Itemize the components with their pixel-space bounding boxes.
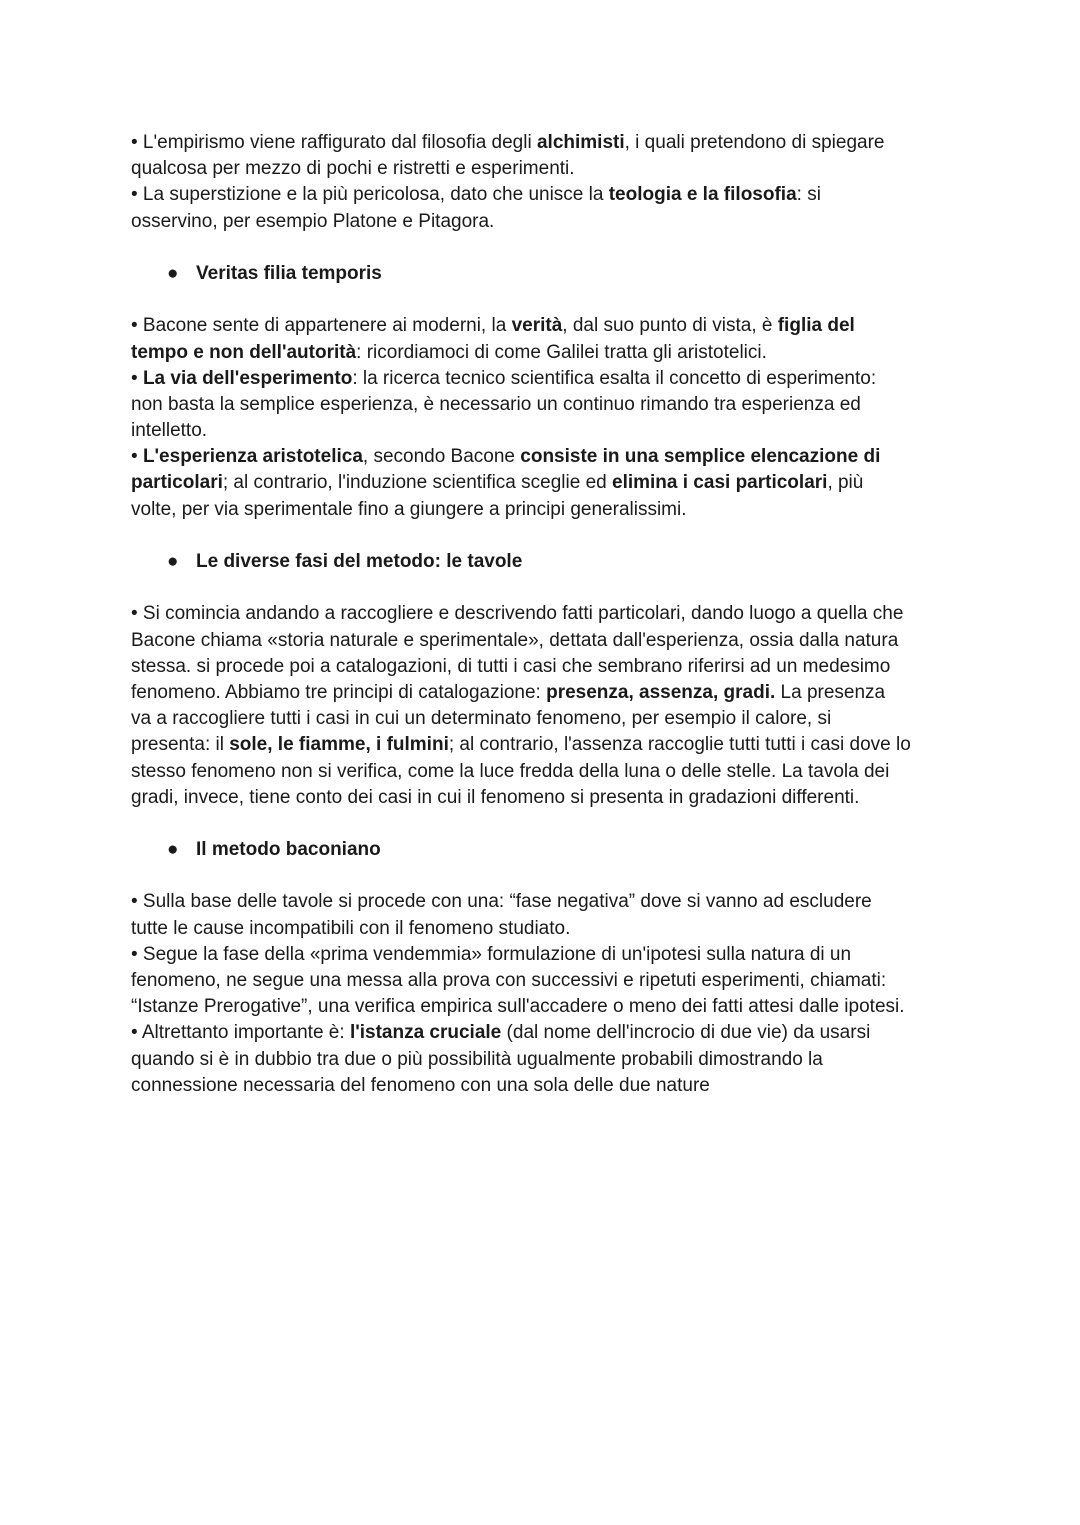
text: (dal nome dell'incrocio di due vie) da usarsi — [501, 1022, 871, 1044]
bold-text: consiste in una semplice elencazione di — [520, 446, 881, 468]
text: • Bacone sente di appartenere ai moderni, la — [131, 315, 512, 337]
text-line — [131, 732, 971, 758]
bold-text: La via dell'esperimento — [142, 367, 353, 389]
text: qualcosa per mezzo di pochi e ristretti e esperimenti. — [131, 158, 575, 180]
paragraph — [131, 889, 971, 1099]
text: : ricordiamoci di come Galilei tratta gli aristotelici. — [356, 341, 767, 363]
text-line — [131, 418, 971, 444]
text: La presenza — [775, 681, 886, 703]
text: ; al contrario, l'assenza raccoglie tutti tutti i casi dove lo — [448, 734, 911, 756]
text: : si — [796, 184, 821, 206]
bold-text: presenza, assenza, gradi. — [546, 681, 776, 703]
text: volte, per via sperimentale fino a giungere a principi generalissimi. — [131, 498, 687, 520]
bold-text: l'istanza cruciale — [349, 1022, 502, 1044]
text-line — [131, 680, 971, 706]
text-line — [131, 366, 971, 392]
bold-text: alchimisti — [536, 132, 625, 153]
text: gradi, invece, tiene conto dei casi in cui il fenomeno si presenta in gradazioni differenti. — [131, 786, 860, 808]
text-line — [131, 392, 971, 418]
text-line — [131, 785, 971, 811]
heading-text: Veritas filia temporis — [196, 262, 382, 284]
text: stesso fenomeno non si verifica, come la luce fredda della luna o delle stelle. La tavola dei — [131, 760, 890, 782]
text: stessa. si procede poi a catalogazioni, di tutti i casi che sembrano riferirsi ad un medesimo — [131, 655, 891, 677]
text-line — [131, 209, 971, 235]
text: • Si comincia andando a raccogliere e descrivendo fatti particolari, dando luogo a quella che — [131, 603, 904, 625]
text: , secondo Bacone — [362, 446, 521, 468]
text: va a raccogliere tutti i casi in cui un determinato fenomeno, per esempio il calore, si — [131, 708, 832, 730]
text: : la ricerca tecnico scientifica esalta il concetto di esperimento: — [352, 367, 877, 389]
section-heading — [131, 549, 971, 575]
text-line — [131, 654, 971, 680]
text-line — [131, 628, 971, 654]
bold-text: particolari — [131, 472, 223, 494]
paragraph — [131, 130, 971, 235]
text-line — [131, 1073, 971, 1099]
text: , più — [827, 472, 864, 494]
bold-text: verità — [511, 315, 563, 337]
bullet-icon: ● — [167, 551, 179, 572]
text-line — [131, 916, 971, 942]
heading-text: Le diverse fasi del metodo: le tavole — [196, 551, 523, 572]
text-line — [131, 340, 971, 366]
text: osservino, per esempio Platone e Pitagora. — [131, 210, 495, 232]
text: ; al contrario, l'induzione scientifica sceglie ed — [222, 472, 612, 494]
paragraph — [131, 313, 971, 523]
text: • La superstizione e la più pericolosa, dato che unisce la — [131, 184, 609, 206]
text: • Altrettanto importante è: — [131, 1022, 350, 1044]
bold-text: figlia del — [777, 315, 855, 337]
text-line — [131, 942, 971, 968]
document-body — [131, 130, 971, 1099]
text-line — [131, 1020, 971, 1046]
bullet-icon: ● — [167, 839, 179, 861]
text: quando si è in dubbio tra due o più possibilità ugualmente probabili dimostrando la — [131, 1048, 823, 1070]
text: tutte le cause incompatibili con il fenomeno studiato. — [131, 917, 571, 939]
bold-text: sole, le fiamme, i fulmini — [229, 734, 449, 756]
section-heading — [131, 837, 971, 863]
bold-text: L'esperienza aristotelica — [142, 446, 363, 468]
section-heading — [131, 261, 971, 287]
heading-text: Il metodo baconiano — [196, 839, 381, 861]
text: presenta: il — [131, 734, 230, 756]
text: non basta la semplice esperienza, è necessario un continuo rimando tra esperienza ed — [131, 393, 861, 415]
text: • Sulla base delle tavole si procede con una: “fase negativa” dove si vanno ad escludere — [131, 891, 872, 913]
paragraph — [131, 601, 971, 811]
text: , i quali pretendono di spiegare — [624, 132, 885, 153]
text: fenomeno, ne segue una messa alla prova con successivi e ripetuti esperimenti, chiamati: — [131, 970, 887, 991]
text: fenomeno. Abbiamo tre principi di catalogazione: — [131, 681, 547, 703]
bullet-icon: ● — [167, 262, 179, 284]
text-line — [131, 470, 971, 496]
text-line — [131, 497, 971, 523]
text: • L'empirismo viene raffigurato dal filosofia degli — [131, 132, 537, 153]
text-line — [131, 156, 971, 182]
text-line — [131, 182, 971, 208]
text: “Istanze Prerogative”, una verifica empirica sull'accadere o meno dei fatti attesi dalle ipotesi. — [131, 996, 905, 1018]
text: • — [131, 446, 143, 468]
text-line — [131, 313, 971, 339]
text-line — [131, 968, 971, 994]
bold-text: elimina i casi particolari — [612, 472, 828, 494]
text-line — [131, 1047, 971, 1073]
text: , dal suo punto di vista, è — [562, 315, 778, 337]
text-line — [131, 601, 971, 627]
text: Bacone chiama «storia naturale e sperimentale», dettata dall'esperienza, ossia dalla natura — [131, 629, 899, 651]
bold-text: tempo e non dell'autorità — [131, 341, 357, 363]
text-line — [131, 706, 971, 732]
text-line — [131, 994, 971, 1020]
text: connessione necessaria del fenomeno con una sola delle due nature — [131, 1074, 710, 1096]
text-line — [131, 759, 971, 785]
text: intelletto. — [131, 420, 208, 442]
text-line — [131, 130, 971, 156]
bold-text: teologia e la filosofia — [608, 184, 797, 206]
text: • Segue la fase della «prima vendemmia» formulazione di un'ipotesi sulla natura di un — [131, 943, 852, 965]
text-line — [131, 889, 971, 915]
text: • — [131, 367, 143, 389]
text-line — [131, 444, 971, 470]
